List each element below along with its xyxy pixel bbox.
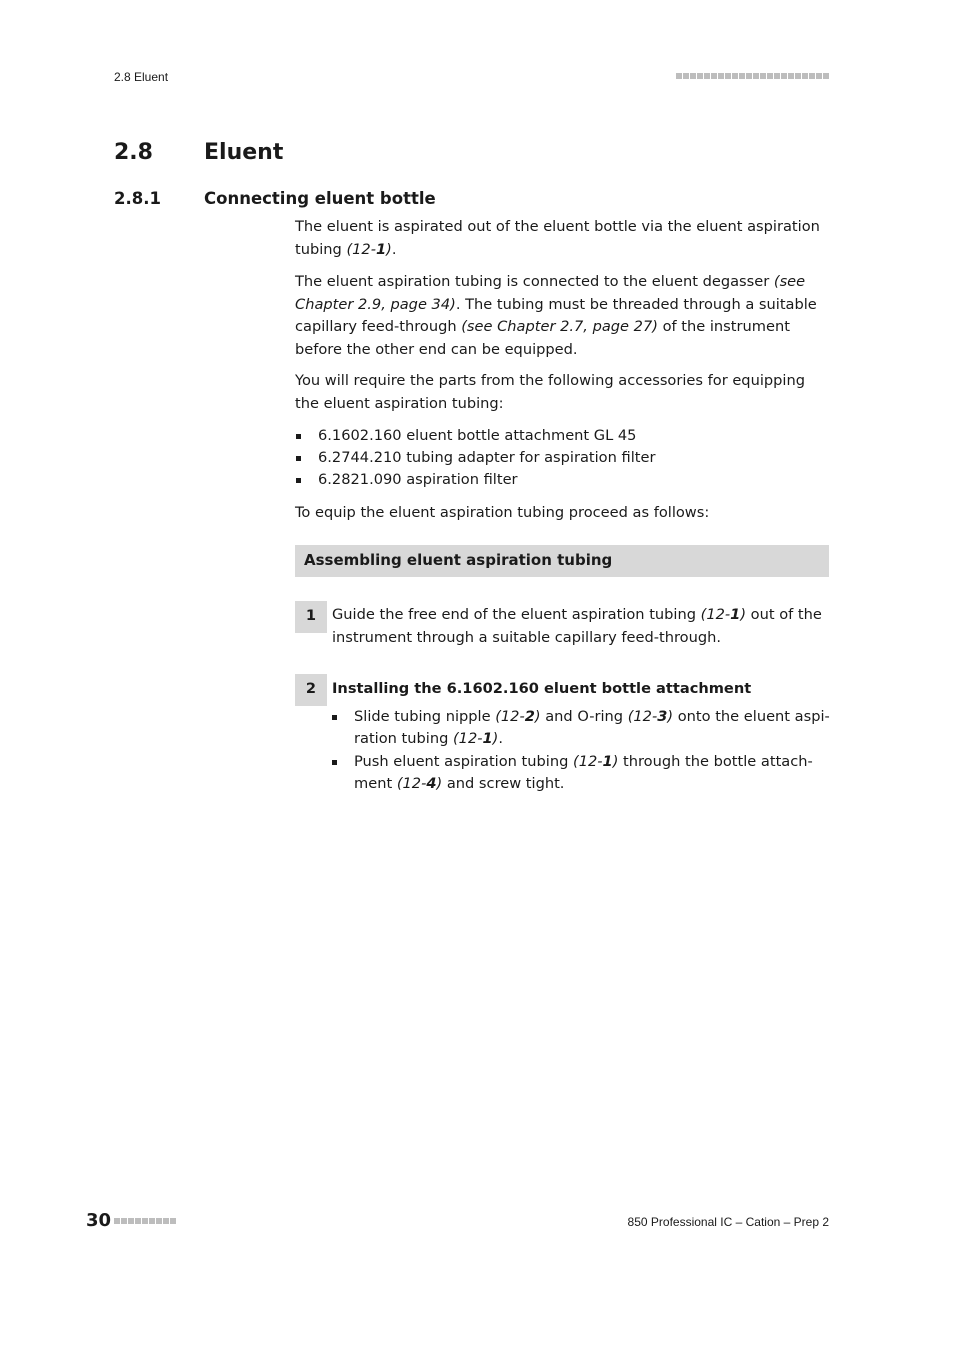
figure-reference[interactable] <box>701 606 746 623</box>
ref-text: (12- <box>573 752 603 770</box>
text: through the bottle attach-ment <box>354 752 813 792</box>
ref-text: ) <box>386 240 392 258</box>
text: and O-ring <box>540 707 628 725</box>
text: out of the instrument through a suitable capillary feed-through. <box>332 606 822 646</box>
figure-reference[interactable] <box>573 753 618 770</box>
accessory-list <box>295 425 831 491</box>
text: Slide tubing nipple <box>354 707 496 725</box>
ref-text: ) <box>534 707 541 725</box>
running-header-title: 2.8 Eluent <box>114 70 169 84</box>
ref-number: 1 <box>482 730 493 747</box>
text: of the instrument before the other end can be equipped. <box>295 318 790 358</box>
paragraph-4 <box>295 502 831 525</box>
text: The eluent aspiration tubing is connected to the eluent degasser <box>295 273 774 290</box>
text: You will require the parts from the following accessories for equipping the eluent aspiration tubing: <box>295 372 805 412</box>
figure-reference[interactable] <box>453 730 498 747</box>
ref-text: (12- <box>495 707 525 725</box>
footer-document-title: 850 Professional IC – Cation – Prep 2 <box>627 1215 829 1229</box>
ref-text: (12- <box>627 707 658 725</box>
text: . <box>391 240 397 258</box>
text: . <box>498 730 504 747</box>
ref-text: ) <box>667 707 674 725</box>
subsection-number: 2.8.1 <box>114 189 161 208</box>
ref-number: 2 <box>524 707 535 725</box>
text: . The tubing must be threaded through a suitable capillary feed-through <box>295 295 817 335</box>
step-number: 1 <box>295 601 327 633</box>
ref-number: 3 <box>657 707 668 725</box>
figure-reference[interactable] <box>495 708 540 725</box>
paragraph-2 <box>295 271 831 361</box>
ref-text: (12- <box>700 606 731 623</box>
ref-text: (12- <box>452 730 483 747</box>
procedure-title: Assembling eluent aspiration tubing <box>295 545 829 577</box>
ref-text: (12- <box>346 240 376 258</box>
section-title: Eluent <box>204 140 284 165</box>
text: Guide the free end of the eluent aspiration tubing <box>332 606 701 623</box>
text: To equip the eluent aspiration tubing proceed as follows: <box>295 504 710 521</box>
footer-decoration <box>114 1218 176 1224</box>
header-decoration <box>676 73 829 79</box>
ref-text: (12- <box>396 775 427 792</box>
ref-text: ) <box>492 730 499 747</box>
ref-text: ) <box>740 606 747 623</box>
chapter-link[interactable]: (see Chapter 2.7, page 27) <box>461 318 658 335</box>
ref-text: ) <box>436 775 443 792</box>
ref-number: 1 <box>602 752 613 770</box>
list-item: 6.2821.090 aspiration filter <box>295 469 831 491</box>
step-1-text <box>332 604 830 649</box>
page-number: 30 <box>86 1210 112 1231</box>
step-number: 2 <box>295 674 327 706</box>
text: The eluent is aspirated out of the eluent bottle via the eluent aspiration tubing <box>295 218 820 258</box>
ref-text: ) <box>612 752 619 770</box>
figure-reference[interactable] <box>628 708 673 725</box>
text: Push eluent aspiration tubing <box>354 752 573 770</box>
text: and screw tight. <box>442 775 565 792</box>
list-item: 6.2744.210 tubing adapter for aspiration filter <box>295 447 831 469</box>
ref-number: 1 <box>375 240 387 258</box>
step-2-text <box>332 678 830 796</box>
text: onto the eluent aspi-ration tubing <box>354 707 830 747</box>
section-number: 2.8 <box>114 140 153 165</box>
figure-reference[interactable] <box>346 241 391 258</box>
step-title: Installing the 6.1602.160 eluent bottle attachment <box>332 680 752 697</box>
list-item <box>332 706 830 751</box>
list-item <box>332 751 830 796</box>
paragraph-3 <box>295 370 831 415</box>
chapter-link[interactable]: (see Chapter 2.9, page 34) <box>295 273 806 313</box>
subsection-title: Connecting eluent bottle <box>204 189 436 208</box>
ref-number: 4 <box>426 775 437 792</box>
figure-reference[interactable] <box>397 775 442 792</box>
paragraph-1 <box>295 216 831 261</box>
list-item: 6.1602.160 eluent bottle attachment GL 45 <box>295 425 831 447</box>
ref-number: 1 <box>730 606 741 623</box>
